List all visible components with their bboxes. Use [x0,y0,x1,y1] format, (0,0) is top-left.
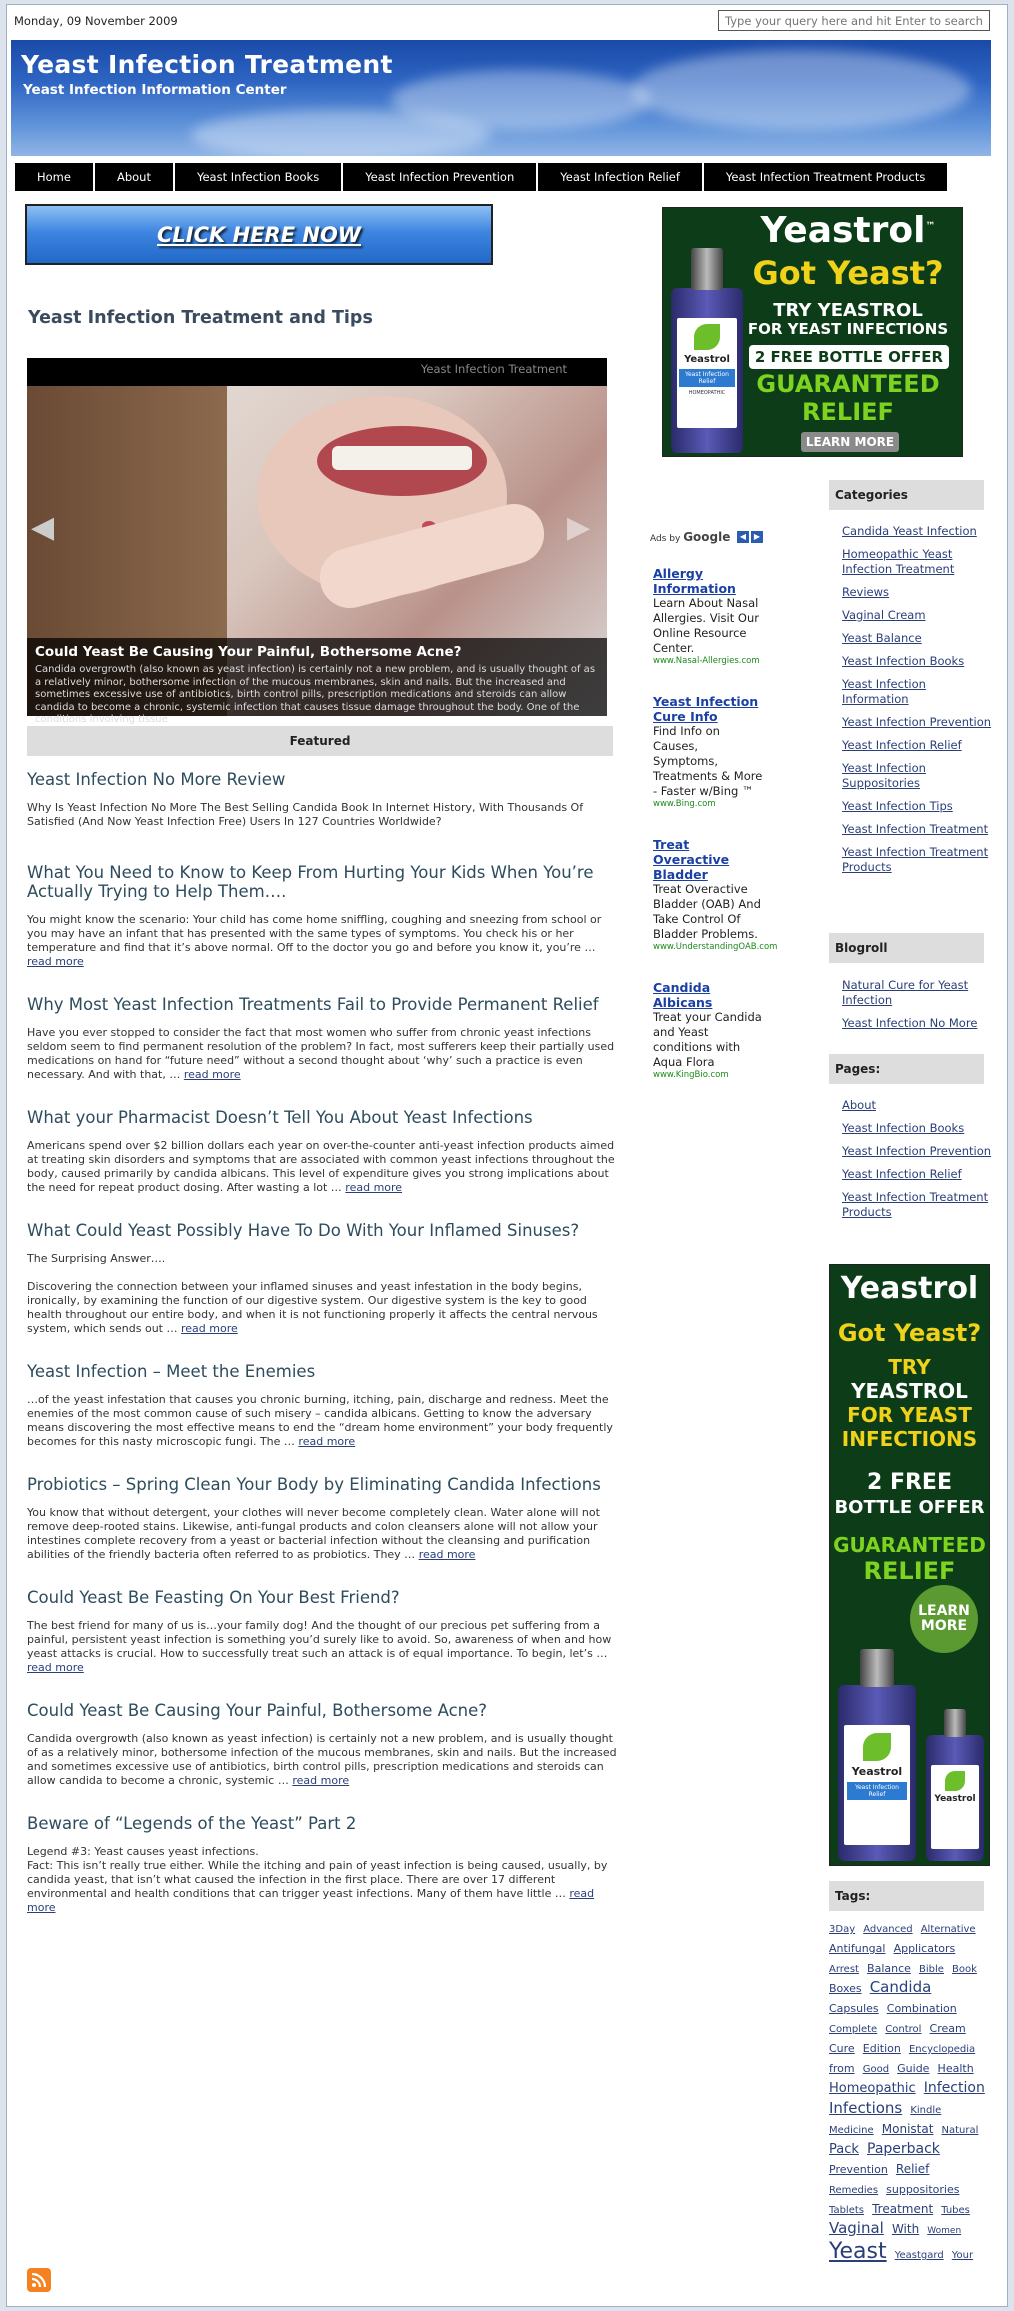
page-item [842,1121,992,1136]
google-ad-title[interactable]: Allergy Information [653,566,736,596]
top-bar [10,10,990,36]
category-item [842,799,992,814]
read-more-link[interactable]: read more [183,1068,241,1081]
post [27,863,617,969]
post [27,1362,617,1449]
page-item [842,1190,992,1220]
post-excerpt: The best friend for many of us is…your family dog! And the thought of our precious pet suffering from a painful, persistent yeast infection is something you’d surely like to avoid. So, awareness of when and how yeast attacks is crucial. How to successfully treat such an attack is of equal importance. To begin, let’s … read more [27,1619,612,1674]
page-item [842,1144,992,1159]
tag-link[interactable]: Tablets [829,2205,864,2216]
rss-icon [30,2271,48,2289]
rss-feed-icon[interactable] [27,2268,51,2292]
tag-link[interactable]: Capsules [829,2002,879,2015]
bottle-pump [691,248,723,290]
post-title[interactable]: Yeast Infection No More Review [27,770,286,789]
nav-item-prevention[interactable]: Yeast Infection Prevention [343,163,538,191]
post [27,770,617,829]
category-link[interactable]: Yeast Infection Treatment [842,822,989,836]
page-item [842,1098,992,1113]
post-excerpt: You might know the scenario: Your child has come home sniffling, coughing and sneezing from school or you may have an infant that has presented with the same types of symptoms. You check his or her temperature and find that it’s above normal. Off to the doctor you go and before you know it, you’re … read more [27,913,602,968]
bottle-sub: HOMEOPATHIC [688,390,726,396]
page-link[interactable]: Yeast Infection Treatment Products [842,1190,989,1219]
tag-link[interactable]: Prevention [829,2163,888,2176]
post-title[interactable]: Beware of “Legends of the Yeast” Part 2 [27,1814,357,1833]
category-item [842,822,992,837]
yeastrol-ad-top[interactable] [662,207,963,457]
post-excerpt: …of the yeast infestation that causes you chronic burning, itching, pain, discharge and redness. Meet the enemies of the most common cause of such misery – candida albicans. Getting to know the adversary means discovering the most effective means to end the “dream home environment” your body frequently becomes for this nasty microscopic fungi. The … read more [27,1393,613,1448]
tag-link[interactable]: Edition [862,2042,901,2055]
post-title[interactable]: Could Yeast Be Feasting On Your Best Friend? [27,1588,400,1607]
nav-item-home[interactable]: Home [15,163,95,191]
post-excerpt: You know that without detergent, your clothes will never become completely clean. Water alone will not remove deep-rooted stains. Likewise, anti-fungal products and colon cleansers alone will not allow your intestines complete recovery from a yeast or bacterial infection without the cleansing and purification abilities of the friendly bacteria often referred to as probiotics. They … read more [27,1506,600,1561]
site-header [11,40,991,156]
tag-link[interactable]: Women [927,2226,962,2236]
pages-title: Pages: [829,1054,984,1084]
google-ad [653,837,778,952]
tag-link[interactable]: Arrest [829,1964,859,1975]
categories-title: Categories [829,480,984,510]
tag-link[interactable]: Bible [919,1964,944,1975]
google-ad-title[interactable]: Candida Albicans [653,980,713,1010]
category-item [842,631,992,646]
tag-link[interactable]: Homeopathic [829,2081,916,2096]
category-item [842,738,992,753]
leaf-icon [945,1771,965,1791]
read-more-link[interactable]: read more [298,1435,356,1448]
tag-link[interactable]: Kindle [910,2104,942,2116]
category-link[interactable]: Yeast Infection Relief [842,738,962,752]
post [27,1221,617,1336]
tag-link[interactable]: Infection [923,2080,985,2096]
category-item [842,761,992,791]
google-ad-desc: Learn About Nasal Allergies. Visit Our Online Resource Center. [653,596,759,655]
tag-link[interactable]: With [891,2222,920,2236]
category-link[interactable]: Yeast Infection Treatment Products [842,845,989,874]
ad-prev-icon[interactable]: ◀ [737,531,749,543]
category-item [842,845,992,875]
tag-link[interactable]: Cure [829,2042,855,2055]
pages-list [842,1098,992,1228]
cloud-shape [191,110,491,160]
tag-link[interactable]: Candida [869,1978,932,1996]
bottle-brand: Yeastrol [934,1794,976,1804]
tag-link[interactable]: Monistat [881,2121,934,2136]
bottle-brand: Yeastrol [851,1765,903,1778]
tag-link[interactable]: Remedies [829,2185,879,2196]
tag-link[interactable]: 3Day [829,1924,856,1935]
ad-brand: Yeastrol™ [760,210,936,251]
blogroll-item [842,1016,992,1031]
google-ad [653,694,763,809]
category-item [842,608,992,623]
tag-link[interactable]: Treatment [872,2202,934,2216]
post-title[interactable]: What Could Yeast Possibly Have To Do With Your Inflamed Sinuses? [27,1221,580,1240]
tag-link[interactable]: Complete [829,2024,878,2035]
tag-link[interactable]: Book [952,1964,977,1975]
post-excerpt: Candida overgrowth (also known as yeast infection) is certainly not a new problem, and is usually thought of as a relatively minor, bothersome infection of the mucous membranes, skin and nails. But the increased and sometimes excessive use of antibiotics, birth control pills, prescription medications and steroids can allow candida to become a chronic, systemic … read more [27,1732,617,1787]
post-excerpt: Why Is Yeast Infection No More The Best Selling Candida Book In Internet History, With Thousands Of Satisfied (And Now Yeast Infection Free) Users In 127 Countries Worldwide? [27,801,584,828]
main-nav [15,163,949,191]
ad-headline: Got Yeast? [752,254,944,292]
bottle-image [926,1735,984,1861]
slider-header: Yeast Infection Treatment [420,362,567,376]
site-subtitle: Yeast Infection Information Center [23,82,287,98]
blogroll-link[interactable]: Yeast Infection No More [842,1016,978,1030]
ad-relief: RELIEF [863,1557,956,1585]
ad-try-line2: FOR YEAST INFECTIONS [747,320,949,338]
bottle-label-text: Yeast Infection Relief [847,1782,907,1800]
click-here-label: CLICK HERE NOW [157,222,361,247]
post [27,995,617,1082]
ad-offer: 2 FREE BOTTLE OFFER [749,345,949,369]
google-ad-title[interactable]: Treat Overactive Bladder [653,837,730,882]
slider-prev-icon[interactable]: ◀ [31,510,55,545]
tag-link[interactable]: Pack [829,2141,859,2157]
post-title[interactable]: What You Need to Know to Keep From Hurting Your Kids When You’re Actually Trying to Help Them…. [27,863,594,901]
post-title[interactable]: Yeast Infection – Meet the Enemies [27,1362,316,1381]
page-item [842,1167,992,1182]
tag-link[interactable]: Paperback [867,2140,940,2157]
post [27,1814,617,1915]
slider-next-icon[interactable]: ▶ [567,510,591,545]
yeastrol-ad-side[interactable] [829,1264,990,1866]
tag-link[interactable]: Encyclopedia [908,2044,976,2055]
ad-brand: Yeastrol [840,1271,979,1306]
bottle-brand: Yeastrol [684,354,730,365]
category-item [842,654,992,669]
ad-guaranteed: GUARANTEED [756,370,940,398]
post-list [27,770,617,1941]
ad-guaranteed: GUARANTEED [833,1533,986,1557]
post-excerpt: Have you ever stopped to consider the fact that most women who suffer from chronic yeast infections seldom seem to find permanent resolution of the problem? In fact, most sufferers keep their partially used medications on hand for “future need” without a second thought about ‘why’ such a practice is even necessary. And with that, … read more [27,1026,615,1081]
post-title[interactable]: Could Yeast Be Causing Your Painful, Bothersome Acne? [27,1701,488,1720]
ads-by-google[interactable]: Ads by Google [650,530,731,544]
category-link[interactable]: Yeast Infection Books [842,654,965,668]
tag-link[interactable]: Applicators [893,1942,956,1955]
category-link[interactable]: Yeast Infection Tips [842,799,953,813]
page-link[interactable]: About [842,1098,877,1112]
tag-link[interactable]: suppositories [886,2183,960,2196]
category-item [842,715,992,730]
tag-link[interactable]: Yeast [829,2239,887,2264]
leaf-icon [863,1733,891,1761]
post-excerpt: Discovering the connection between your inflamed sinuses and yeast infestation in the body begins, ironically, by examining the function of our digestive system. Our digestive system is the key to good health throughout our entire body, and when it is not functioning properly it affects the central nervous system, which sends out … read more [27,1280,598,1335]
tag-link[interactable]: Cream [929,2022,966,2035]
click-here-banner[interactable] [25,204,493,265]
bottle-pump [944,1709,966,1737]
blogroll-list [842,978,992,1039]
google-ad-url[interactable]: www.UnderstandingOAB.com [653,942,778,952]
post-title[interactable]: Probiotics – Spring Clean Your Body by Eliminating Candida Infections [27,1475,601,1494]
post-subtitle: The Surprising Answer…. [27,1252,166,1265]
bottle-label [677,318,737,428]
category-link[interactable]: Candida Yeast Infection [842,524,977,538]
read-more-link[interactable]: read more [292,1774,350,1787]
page-link[interactable]: Yeast Infection Books [842,1121,965,1135]
category-link[interactable]: Yeast Balance [842,631,922,645]
google-ad-desc: Find Info on Causes, Symptoms, Treatments & More - Faster w/Bing ™ [653,724,763,798]
google-ad-title[interactable]: Yeast Infection Cure Info [653,694,759,724]
cloud-shape [631,50,971,130]
slider-caption-text: Candida overgrowth (also known as yeast infection) is certainly not a new problem, and is usually thought of as a relatively minor, bothersome infection of the mucous membranes, skin and nails. But the increased and sometimes excessive use of antibiotics, birth control pills, prescription medications and steroids can allow candida to become a chronic, systemic infection that causes tissue damage throughout the body. One of the conditions involving tissue [35,664,596,725]
post [27,1701,617,1788]
tag-link[interactable]: Health [937,2062,974,2075]
tag-link[interactable]: Combination [886,2002,957,2015]
ad-nav [737,531,763,543]
post-title[interactable]: Why Most Yeast Infection Treatments Fail to Provide Permanent Relief [27,995,599,1014]
post-excerpt: Fact: This isn’t really true either. While the itching and pain of yeast infection is being caused, usually, by candida yeast, that isn’t what caused the infection in the first place. There are over 17 different environmental and health conditions that can trigger yeast infections. Many of them have little … read more [27,1859,608,1914]
site-title[interactable]: Yeast Infection Treatment [21,50,393,79]
ad-try-2: YEASTROL [851,1379,968,1403]
category-link[interactable]: Yeast Infection Information [842,677,926,706]
ad-next-icon[interactable]: ▶ [751,531,763,543]
current-date: Monday, 09 November 2009 [14,14,178,28]
tags-title: Tags: [829,1881,984,1911]
featured-slider[interactable] [27,358,607,725]
ad-try-line1: TRY YEASTROL [773,300,923,321]
read-more-link[interactable]: read more [27,1887,595,1914]
tag-link[interactable]: Good [862,2064,890,2075]
category-item [842,585,992,600]
post [27,1108,617,1195]
page-link[interactable]: Yeast Infection Relief [842,1167,962,1181]
nav-item-books[interactable]: Yeast Infection Books [175,163,343,191]
ad-free-2: BOTTLE OFFER [834,1497,985,1518]
slider-caption [27,638,607,725]
bottle-label [931,1765,979,1849]
read-more-link[interactable]: read more [418,1548,476,1561]
nav-item-relief[interactable]: Yeast Infection Relief [538,163,704,191]
blogroll-title: Blogroll [829,933,984,963]
nav-item-products[interactable]: Yeast Infection Treatment Products [704,163,949,191]
ad-try-1: TRY [888,1355,931,1379]
tag-link[interactable]: Yeastgard [894,2250,944,2261]
google-ad-url[interactable]: www.Nasal-Allergies.com [653,656,760,666]
tag-cloud [829,1917,989,2266]
tag-link[interactable]: Guide [897,2062,930,2075]
tag-link[interactable]: Advanced [863,1924,913,1935]
tag-link[interactable]: Vaginal [829,2219,884,2237]
google-ads [653,566,778,1108]
ad-free-1: 2 FREE [867,1470,952,1495]
categories-list [842,524,992,883]
read-more-link[interactable]: read more [27,1661,84,1674]
tag-link[interactable]: Infections [829,2098,903,2117]
category-link[interactable]: Reviews [842,585,890,599]
bottle-label-text: Yeast Infection Relief [679,369,735,387]
category-item [842,677,992,707]
ad-relief: RELIEF [802,398,894,426]
bottle-label [844,1725,910,1845]
ad-try-3: FOR YEAST [847,1403,972,1427]
tag-link[interactable]: Your [951,2250,974,2261]
google-ad-desc: Treat your Candida and Yeast conditions with Aqua Flora [653,1010,762,1069]
read-more-link[interactable]: read more [27,955,84,968]
google-ad [653,566,763,666]
tag-link[interactable]: Medicine [829,2124,874,2136]
post [27,1588,617,1675]
read-more-link[interactable]: read more [345,1181,403,1194]
featured-bar: Featured [27,726,613,756]
category-link[interactable]: Vaginal Cream [842,608,926,622]
bottle-pump [860,1649,894,1687]
leaf-icon [694,324,720,350]
blogroll-item [842,978,992,1008]
tag-link[interactable]: Tubes [941,2205,970,2216]
tag-link[interactable]: Balance [867,1962,911,1975]
post-excerpt: Americans spend over $2 billion dollars each year on over-the-counter anti-yeast infection products aimed at treating skin disorders and symptoms that are associated with common yeast infections throughout the body, caused primarily by candida albicans. This level of expenditure gives you strong implications about the need for repeat product dosing. After wasting a lot … read more [27,1139,615,1194]
section-title: Yeast Infection Treatment and Tips [28,308,373,328]
read-more-link[interactable]: read more [181,1322,238,1335]
tag-link[interactable]: Natural [941,2124,979,2136]
bottle-image [838,1685,916,1861]
category-link[interactable]: Homeopathic Yeast Infection Treatment [842,547,955,576]
category-item [842,547,992,577]
ad-learn-more[interactable]: LEARN MORE [801,432,899,452]
google-ad-url[interactable]: www.Bing.com [653,799,716,809]
category-link[interactable]: Yeast Infection Suppositories [842,761,926,790]
ad-learn-more[interactable]: LEARN MORE [910,1585,978,1653]
search-input[interactable] [718,10,990,31]
tag-link[interactable]: Control [885,2024,922,2035]
post-subtitle: Legend #3: Yeast causes yeast infections. [27,1845,259,1858]
tag-link[interactable]: Alternative [920,1924,976,1935]
slider-caption-title[interactable]: Could Yeast Be Causing Your Painful, Bothersome Acne? [35,644,462,660]
teeth-shape [332,446,472,470]
nav-item-about[interactable]: About [95,163,175,191]
tag-link[interactable]: from [829,2062,855,2075]
tag-link[interactable]: Relief [895,2162,930,2176]
google-ad-desc: Treat Overactive Bladder (OAB) And Take Control Of Bladder Problems. [653,882,761,941]
post [27,1475,617,1562]
post-title[interactable]: What your Pharmacist Doesn’t Tell You About Yeast Infections [27,1108,533,1127]
google-ad-url[interactable]: www.KingBio.com [653,1070,729,1080]
ad-headline: Got Yeast? [837,1319,982,1347]
bottle-image [671,288,743,453]
ad-try-4: INFECTIONS [841,1427,978,1451]
category-link[interactable]: Yeast Infection Prevention [842,715,992,729]
tag-link[interactable]: Boxes [829,1982,862,1995]
google-ad [653,980,763,1080]
category-item [842,524,992,539]
blogroll-link[interactable]: Natural Cure for Yeast Infection [842,978,969,1007]
tag-link[interactable]: Antifungal [829,1942,886,1955]
page-link[interactable]: Yeast Infection Prevention [842,1144,992,1158]
